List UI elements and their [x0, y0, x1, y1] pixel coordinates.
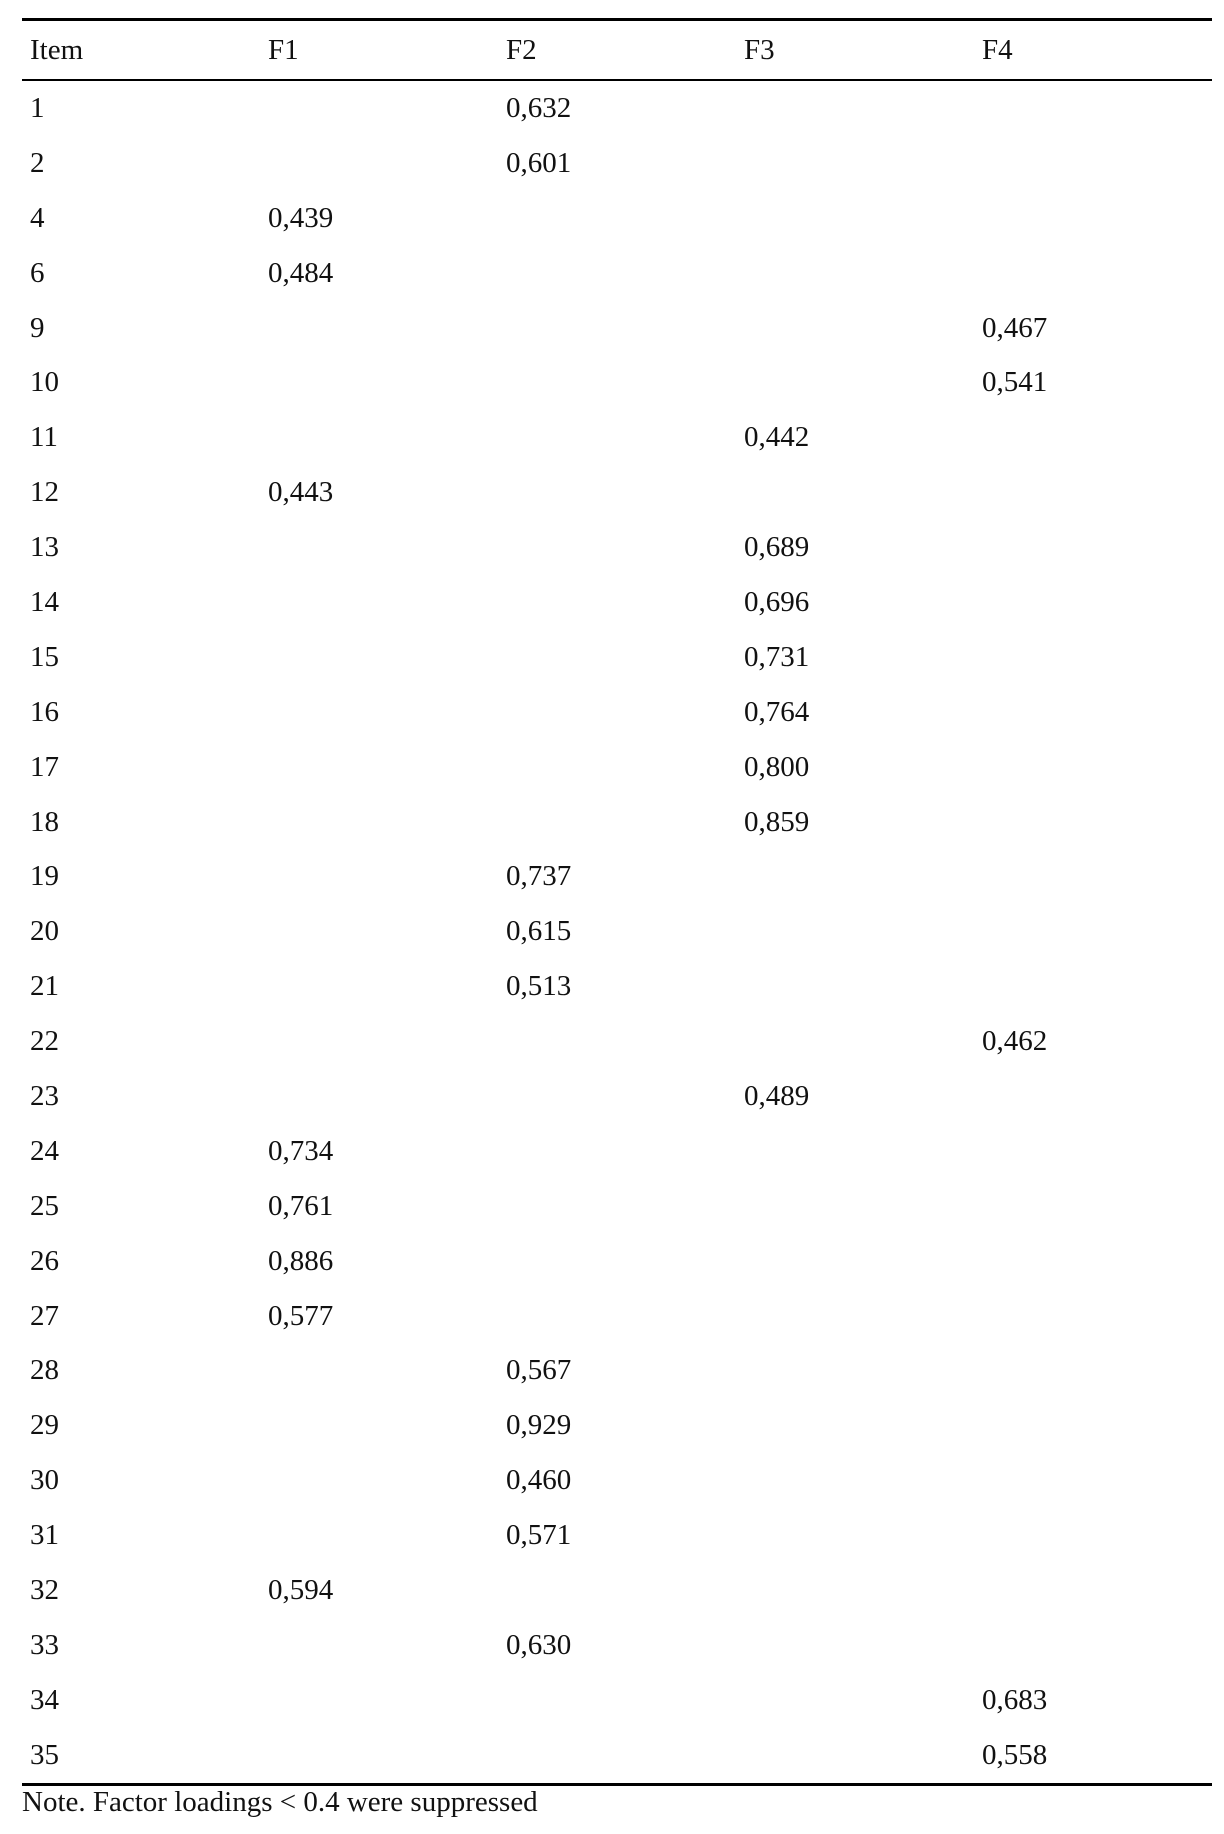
f4-cell: 0,462	[982, 1025, 1048, 1058]
f4-cell	[974, 1234, 1212, 1289]
f3-cell	[736, 80, 974, 136]
f1-cell	[260, 1014, 498, 1069]
table-row	[22, 1728, 1212, 1784]
f2-cell: 0,929	[506, 1409, 572, 1442]
f2-cell	[498, 1014, 736, 1069]
f4-cell	[974, 520, 1212, 575]
item-cell: 20	[30, 915, 59, 948]
item-cell: 10	[30, 366, 59, 399]
f2-cell	[498, 630, 736, 685]
f3-cell	[736, 904, 974, 959]
f3-cell	[736, 191, 974, 246]
f4-cell	[974, 575, 1212, 630]
table-row	[22, 191, 1212, 246]
f1-cell: 0,734	[268, 1134, 334, 1167]
header-f1: F1	[268, 33, 299, 66]
item-cell: 17	[30, 750, 59, 783]
table-row	[22, 959, 1212, 1014]
header-f4: F4	[982, 33, 1013, 66]
table-row	[22, 1508, 1212, 1563]
f2-cell	[498, 301, 736, 356]
f1-cell	[260, 740, 498, 795]
f2-cell: 0,615	[506, 915, 572, 948]
item-cell: 35	[30, 1738, 59, 1771]
table-row	[22, 904, 1212, 959]
item-cell: 2	[30, 146, 45, 179]
table-row	[22, 1289, 1212, 1344]
f4-cell	[974, 80, 1212, 136]
item-cell: 27	[30, 1299, 59, 1332]
table-row	[22, 1453, 1212, 1508]
f4-cell	[974, 795, 1212, 850]
table-row	[22, 520, 1212, 575]
f1-cell	[260, 1673, 498, 1728]
table-row	[22, 465, 1212, 520]
table-row	[22, 1563, 1212, 1618]
f1-cell	[260, 1453, 498, 1508]
f3-cell	[736, 1124, 974, 1179]
f2-cell: 0,632	[506, 91, 572, 124]
f2-cell	[498, 795, 736, 850]
item-cell: 4	[30, 201, 45, 234]
header-f3: F3	[744, 33, 775, 66]
f1-cell	[260, 1398, 498, 1453]
table-row	[22, 301, 1212, 356]
table-row	[22, 410, 1212, 465]
table-row	[22, 685, 1212, 740]
f1-cell	[260, 410, 498, 465]
table-row	[22, 849, 1212, 904]
item-cell: 13	[30, 531, 59, 564]
item-cell: 19	[30, 860, 59, 893]
item-cell: 26	[30, 1244, 59, 1277]
f4-cell: 0,541	[982, 366, 1048, 399]
factor-loadings-table-container	[22, 18, 1212, 1786]
item-cell: 14	[30, 585, 59, 618]
item-cell: 9	[30, 311, 45, 344]
f3-cell	[736, 1563, 974, 1618]
f4-cell: 0,558	[982, 1738, 1048, 1771]
f4-cell	[974, 410, 1212, 465]
table-row	[22, 136, 1212, 191]
f2-cell	[498, 355, 736, 410]
factor-loadings-table	[22, 18, 1212, 1786]
f3-cell: 0,689	[744, 531, 810, 564]
f1-cell: 0,577	[268, 1299, 334, 1332]
table-row	[22, 1398, 1212, 1453]
item-cell: 11	[30, 421, 58, 454]
f2-cell: 0,630	[506, 1628, 572, 1661]
f2-cell: 0,571	[506, 1519, 572, 1552]
f3-cell	[736, 1673, 974, 1728]
table-row	[22, 246, 1212, 301]
item-cell: 12	[30, 476, 59, 509]
f3-cell	[736, 1179, 974, 1234]
f4-cell	[974, 959, 1212, 1014]
table-row	[22, 1618, 1212, 1673]
item-cell: 24	[30, 1134, 59, 1167]
f4-cell	[974, 1398, 1212, 1453]
f1-cell: 0,761	[268, 1189, 334, 1222]
f2-cell	[498, 685, 736, 740]
item-cell: 15	[30, 640, 59, 673]
item-cell: 21	[30, 970, 59, 1003]
f2-cell	[498, 410, 736, 465]
f3-cell	[736, 959, 974, 1014]
f4-cell	[974, 1124, 1212, 1179]
f2-cell	[498, 1673, 736, 1728]
table-row	[22, 795, 1212, 850]
header-item: Item	[30, 33, 84, 66]
f4-cell	[974, 1563, 1212, 1618]
f1-cell	[260, 355, 498, 410]
f4-cell	[974, 685, 1212, 740]
f4-cell	[974, 1069, 1212, 1124]
item-cell: 1	[30, 91, 45, 124]
item-cell: 30	[30, 1464, 59, 1497]
f4-cell	[974, 1343, 1212, 1398]
f4-cell	[974, 1453, 1212, 1508]
f1-cell	[260, 1728, 498, 1784]
f3-cell	[736, 136, 974, 191]
table-row	[22, 630, 1212, 685]
f4-cell	[974, 246, 1212, 301]
f1-cell	[260, 849, 498, 904]
f3-cell	[736, 1508, 974, 1563]
f4-cell: 0,467	[982, 311, 1048, 344]
item-cell: 16	[30, 695, 59, 728]
f3-cell	[736, 849, 974, 904]
item-cell: 22	[30, 1025, 59, 1058]
f1-cell	[260, 685, 498, 740]
f1-cell	[260, 1343, 498, 1398]
f2-cell	[498, 1234, 736, 1289]
f4-cell	[974, 904, 1212, 959]
f3-cell	[736, 1014, 974, 1069]
f2-cell: 0,737	[506, 860, 572, 893]
item-cell: 28	[30, 1354, 59, 1387]
f2-cell	[498, 191, 736, 246]
f1-cell: 0,439	[268, 201, 334, 234]
f1-cell	[260, 959, 498, 1014]
f3-cell: 0,489	[744, 1079, 810, 1112]
f1-cell	[260, 575, 498, 630]
table-row	[22, 1234, 1212, 1289]
f1-cell	[260, 80, 498, 136]
f1-cell	[260, 136, 498, 191]
f2-cell: 0,513	[506, 970, 572, 1003]
item-cell: 33	[30, 1628, 59, 1661]
f1-cell	[260, 1618, 498, 1673]
table-row	[22, 1124, 1212, 1179]
table-row	[22, 1069, 1212, 1124]
item-cell: 31	[30, 1519, 59, 1552]
f2-cell	[498, 1124, 736, 1179]
table-row	[22, 575, 1212, 630]
item-cell: 23	[30, 1079, 59, 1112]
table-body	[22, 80, 1212, 1784]
f3-cell	[736, 1618, 974, 1673]
f3-cell: 0,764	[744, 695, 810, 728]
table-row	[22, 1014, 1212, 1069]
table-row	[22, 1673, 1212, 1728]
f4-cell	[974, 1289, 1212, 1344]
table-row	[22, 740, 1212, 795]
f1-cell	[260, 301, 498, 356]
f4-cell	[974, 740, 1212, 795]
f3-cell	[736, 1289, 974, 1344]
f2-cell: 0,601	[506, 146, 572, 179]
f4-cell	[974, 465, 1212, 520]
f1-cell	[260, 630, 498, 685]
table-row	[22, 80, 1212, 136]
item-cell: 34	[30, 1683, 59, 1716]
f3-cell	[736, 355, 974, 410]
f1-cell: 0,443	[268, 476, 334, 509]
f3-cell: 0,731	[744, 640, 810, 673]
f3-cell	[736, 246, 974, 301]
f3-cell: 0,859	[744, 805, 810, 838]
f1-cell	[260, 1508, 498, 1563]
f3-cell	[736, 1234, 974, 1289]
f2-cell: 0,460	[506, 1464, 572, 1497]
f3-cell	[736, 1453, 974, 1508]
table-row	[22, 1343, 1212, 1398]
f2-cell	[498, 1179, 736, 1234]
f3-cell	[736, 1343, 974, 1398]
f1-cell	[260, 520, 498, 575]
f3-cell: 0,442	[744, 421, 810, 454]
f3-cell	[736, 465, 974, 520]
f4-cell	[974, 849, 1212, 904]
f2-cell: 0,567	[506, 1354, 572, 1387]
item-cell: 32	[30, 1573, 59, 1606]
f3-cell	[736, 1728, 974, 1784]
f2-cell	[498, 520, 736, 575]
item-cell: 18	[30, 805, 59, 838]
f2-cell	[498, 1728, 736, 1784]
f4-cell	[974, 191, 1212, 246]
f1-cell: 0,594	[268, 1573, 334, 1606]
f1-cell	[260, 1069, 498, 1124]
f3-cell: 0,800	[744, 750, 810, 783]
f3-cell: 0,696	[744, 585, 810, 618]
item-cell: 25	[30, 1189, 59, 1222]
f3-cell	[736, 1398, 974, 1453]
table-row	[22, 1179, 1212, 1234]
header-row	[22, 20, 1212, 81]
f2-cell	[498, 246, 736, 301]
f4-cell: 0,683	[982, 1683, 1048, 1716]
f2-cell	[498, 575, 736, 630]
f3-cell	[736, 301, 974, 356]
f2-cell	[498, 1069, 736, 1124]
f4-cell	[974, 630, 1212, 685]
table-note: Note. Factor loadings < 0.4 were suppressed	[22, 1786, 538, 1818]
item-cell: 6	[30, 256, 45, 289]
f4-cell	[974, 1508, 1212, 1563]
f2-cell	[498, 740, 736, 795]
table-row	[22, 355, 1212, 410]
f4-cell	[974, 1179, 1212, 1234]
f1-cell: 0,484	[268, 256, 334, 289]
f1-cell	[260, 904, 498, 959]
f2-cell	[498, 465, 736, 520]
header-f2: F2	[506, 33, 537, 66]
f2-cell	[498, 1563, 736, 1618]
table-header	[22, 20, 1212, 81]
f4-cell	[974, 136, 1212, 191]
f4-cell	[974, 1618, 1212, 1673]
item-cell: 29	[30, 1409, 59, 1442]
f1-cell	[260, 795, 498, 850]
f1-cell: 0,886	[268, 1244, 334, 1277]
f2-cell	[498, 1289, 736, 1344]
